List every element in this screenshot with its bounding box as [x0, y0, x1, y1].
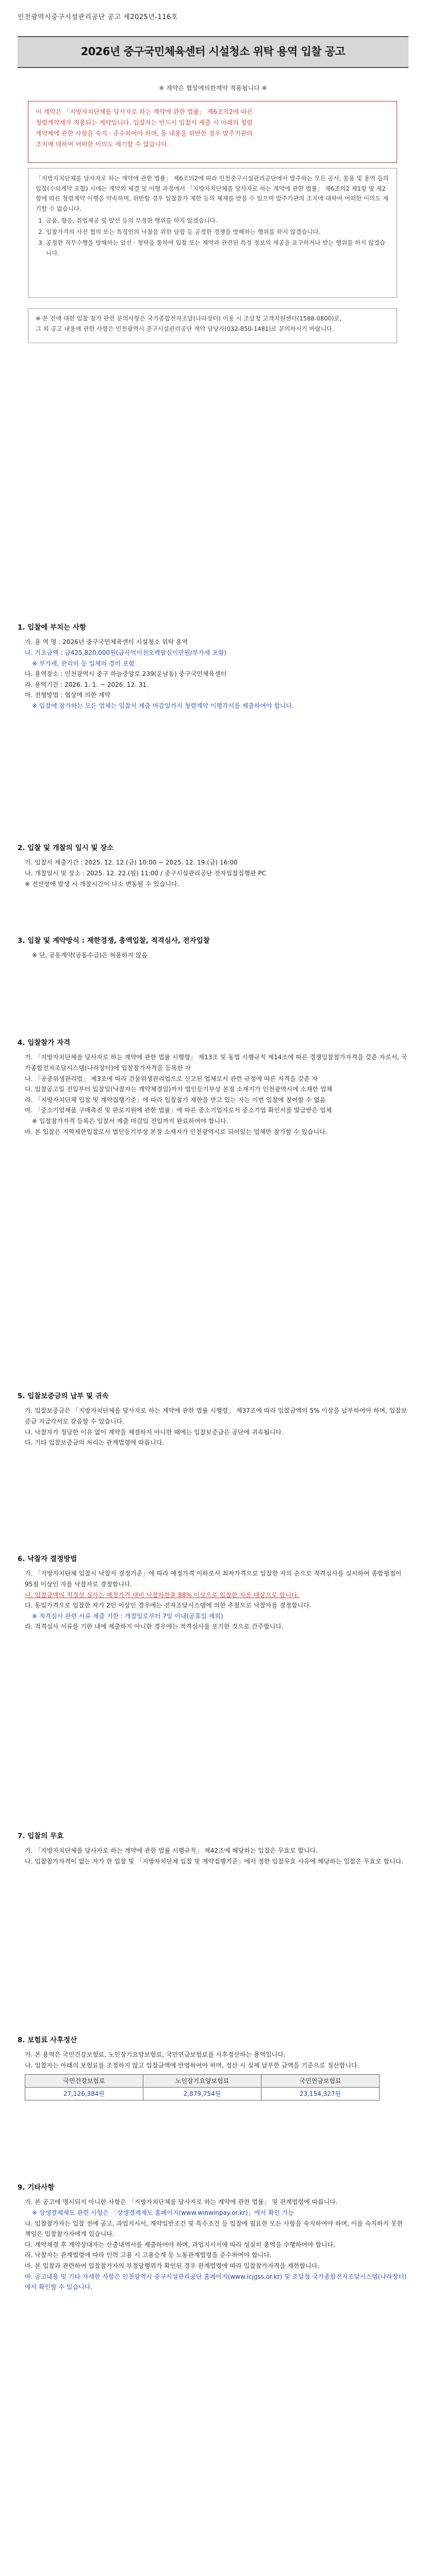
- section-line: ※ 전산장애 발생 시 개찰시간이 다소 변동될 수 있습니다.: [25, 880, 179, 888]
- premium-value: 2,879,754원: [143, 2087, 261, 2100]
- warning-line: 청렴계약제가 적용되는 계약입니다. 입찰자는 반드시 입찰서 제출 시 아래의 청렴: [36, 119, 253, 126]
- section-line: ※ 입찰에 참가하는 모든 업체는 입찰서 제출 마감일까지 청렴계약 이행각서를 제출하여야 합니다.: [32, 702, 294, 709]
- inquiry-info-box: [28, 308, 397, 343]
- section-line: ※ 상생결제제도 관련 사항은 「상생결제제도 홈페이지(www.winwinpay.or.kr)」에서 확인 가능: [32, 2209, 294, 2216]
- section-title: 8. 보험료 사후정산: [18, 2036, 77, 2044]
- section-title: 1. 입찰에 부치는 사항: [18, 623, 86, 632]
- section-line: 가. 용 역 명 : 2026년 중구국민체육센터 시설청소 위탁 용역: [25, 638, 188, 646]
- section-premium-settlement: [18, 2035, 409, 2104]
- section-line: 나. 「공중위생관리법」 제3조에 따라 건물위생관리업으로 신고된 업체로서 관련 규정에 따른 자격을 갖춘 자: [25, 1075, 318, 1082]
- contract-type-note: ※ 계약은 협상에의한계약 적용됩니다 ※: [159, 84, 267, 92]
- section-line: 다. 계약체결 후 계약상대자는 산출내역서를 제출하여야 하며, 과업지시서에 따라 성실히 용역을 수행하여야 합니다.: [25, 2241, 336, 2248]
- section-line: ※ 적격심사 관련 서류 제출 기한 : 개찰일로부터 7일 이내(공휴일 제외): [32, 1612, 223, 1620]
- section-other-matters: [18, 2182, 409, 2293]
- section-line: 나. 개찰일시 및 장소 : 2025. 12. 22.(월) 11:00 / 중구시설관리공단 전자입찰집행관 PC: [25, 869, 266, 877]
- section-line: 라. 용역기간 : 2026. 1. 1. ~ 2026. 12. 31.: [25, 681, 149, 688]
- premium-value: 27,126,384원: [25, 2087, 143, 2100]
- notice-number: 인천광역시중구시설관리공단 공고 제2025년-116호: [18, 13, 178, 21]
- section-line: 바. 본 입찰은 지역제한입찰로서 법인등기부상 본점 소재지가 인천광역시로 되어있는 업체만 참가할 수 있습니다.: [25, 1128, 327, 1136]
- section-line: 가. 「지방자치단체 입찰시 낙찰자 결정기준」에 따라 예정가격 이하로서 최저가격으로 입찰한 자의 순으로 적격심사를 실시하여 종합평점이 95점 이상인 자를 낙찰자로 결정합니다.: [25, 1570, 402, 1588]
- section-line: 나. 입찰참가자격이 없는 자가 한 입찰 및 「지방자치단체 입찰 및 계약집행기준」에서 정한 입찰무효 사유에 해당하는 입찰은 무효로 합니다.: [25, 1857, 404, 1865]
- integrity-warning-box: [28, 101, 397, 163]
- section-line: 나. 기초금액 : 금425,820,000원(금사억이천오백팔십이만원/부가세 포함): [25, 649, 227, 656]
- section-title: 7. 입찰의 무효: [18, 1832, 64, 1840]
- section-bid-items: [18, 622, 409, 711]
- section-line: 나. 입찰금액의 적정성 심사는 예정가격 대비 낙찰하한율 88% 이상으로 입찰한 자를 대상으로 합니다.: [25, 1591, 300, 1599]
- section-line: 가. 「지방자치단체를 당사자로 하는 계약에 관한 법률 시행령」 제13조 및 동법 시행규칙 제14조에 따른 경쟁입찰참가자격을 갖춘 자로서, 국가종합전자조달시스템(나라장터)에 입찰참가자격을 등록한 자: [25, 1054, 407, 1072]
- section-title: 9. 기타사항: [18, 2183, 55, 2192]
- section-line: ※ 입찰참가자격 등록은 입찰서 제출 마감일 전일까지 완료하여야 합니다.: [32, 1117, 228, 1125]
- section-line: ※ 부가세, 관리비 등 일체의 경비 포함: [32, 659, 135, 667]
- section-line: 다. 동일가격으로 입찰한 자가 2인 이상인 경우에는 전자조달시스템에 의한 추첨으로 낙찰자를 결정합니다.: [25, 1602, 312, 1609]
- section-line: 마. 전형방법 : 협상에 의한 계약: [25, 691, 111, 699]
- section-line: 다. 입찰공고일 전일부터 입찰일(낙찰자는 계약체결일)까지 법인등기부상 본점 소재지가 인천광역시에 소재한 업체: [25, 1086, 333, 1093]
- section-line: 다. 기타 입찰보증금의 처리는 관계법령에 따릅니다.: [25, 1439, 165, 1447]
- section-line: 라. 낙찰자는 관계법령에 따라 인력 고용 시 고용승계 등 노동관계법령을 준수하여야 합니다.: [25, 2251, 272, 2259]
- section-line: 나. 낙찰자가 정당한 이유 없이 계약을 체결하지 아니한 때에는 입찰보증금은 공단에 귀속됩니다.: [25, 1428, 284, 1436]
- section-contract-method: [18, 936, 409, 961]
- premium-header: 국민건강보험료: [25, 2074, 143, 2087]
- section-bid-schedule: [18, 843, 409, 889]
- section-line: 라. 「지방자치단체 입찰 및 계약집행기준」에 따라 입찰참가 제한을 받고 있는 자는 이번 입찰에 참여할 수 없음: [25, 1096, 326, 1104]
- info-line: ※ 본 건에 대한 입찰 참가 관련 문의사항은 국가종합전자조달(나라장터) 이용 시 조달청 고객지원센터(1588-0800)로,: [36, 315, 342, 322]
- section-line: 바. 공고내용 및 기타 자세한 사항은 인천광역시 중구시설관리공단 홈페이지(www.icjgss.or.kr) 및 조달청 국가종합전자조달시스템(나라장터)에서 확인할 수 있습니다.: [25, 2273, 407, 2291]
- section-title: 3. 입찰 및 계약방식 : 제한경쟁, 총액입찰, 적격심사, 전자입찰: [18, 937, 210, 945]
- warning-line: 조치에 대하여 어떠한 이의도 제기할 수 없습니다.: [36, 141, 169, 148]
- pledge-item: 2. 입찰가격의 사전 협의 또는 특정인의 낙찰을 위한 담합 등 공정한 경쟁을 방해하는 행위를 하지 않겠습니다.: [46, 227, 389, 238]
- title-banner: [18, 36, 408, 68]
- section-line: 가. 입찰서 제출기간 : 2025. 12. 12.(금) 10:00 ~ 2025. 12. 19.(금) 16:00: [25, 859, 238, 867]
- section-line: 가. 입찰보증금은 「지방자치단체를 당사자로 하는 계약에 관한 법률 시행령」 제37조에 따라 입찰금액의 5% 이상을 납부하여야 하며, 입찰보증금 지급각서로 갈음할 수 있습니다.: [25, 1407, 407, 1425]
- page-title: 2026년 중구국민체육센터 시설청소 위탁 용역 입찰 공고: [80, 45, 346, 58]
- section-line: 가. 본 공고에 명시되지 아니한 사항은 「지방자치단체를 당사자로 하는 계약에 관한 법률」 및 관계법령에 따릅니다.: [25, 2198, 338, 2206]
- warning-line: 이 계약은 「지방자치단체를 당사자로 하는 계약에 관한 법률」 제6조의2에 따른: [36, 108, 253, 115]
- premium-value: 23,154,327원: [261, 2087, 380, 2100]
- info-line: 그 외 공고 내용에 관한 사항은 인천광역시 중구시설관리공단 계약 담당자(032-850-1481)로 문의하시기 바랍니다.: [36, 325, 334, 332]
- section-award-method: [18, 1554, 409, 1632]
- section-title: 4. 입찰참가 자격: [18, 1039, 71, 1047]
- section-title: 6. 낙찰자 결정방법: [18, 1555, 77, 1563]
- premium-table: [25, 2074, 380, 2100]
- section-title: 5. 입찰보증금의 납부 및 귀속: [18, 1392, 109, 1400]
- premium-header: 노인장기요양보험료: [143, 2074, 261, 2087]
- warning-line: 계약제에 관한 사항을 숙지 · 준수하여야 하며, 동 내용을 위반한 경우 발주기관의: [36, 130, 253, 137]
- section-line: 마. 「중소기업제품 구매촉진 및 판로지원에 관한 법률」에 따른 중소기업자로서 중소기업 확인서를 발급받은 업체: [25, 1107, 332, 1114]
- pledge-list: [36, 216, 389, 258]
- section-line: ※ 단, 공동계약(공동수급)은 허용하지 않음: [32, 952, 148, 959]
- section-invalid-bids: [18, 1831, 409, 1867]
- pledge-intro: 「지방자치단체를 당사자로 하는 계약에 관한 법률」 제6조의2에 따라 인천중구시설관리공단에서 발주하는 모든 공사, 물품 및 용역 등의 입찰(수의계약 포함) 시에는 계약의 체결 및 이행 과정에서 「지방자치단체를 당사자로 하는 계약에 관한 법률」 제6조의2 제1항 및 제2항에 따른 청렴계약 이행을 약속하며, 위반할 경우 입찰참가 제한 등의 제재를 받을 수 있으며 발주기관의 조치에 대하여 어떠한 이의도 제기할 수 없습니다.: [36, 175, 389, 212]
- section-line: 다. 용역장소 : 인천광역시 중구 하늘중앙로 239(운남동) 중구국민체육센터: [25, 670, 227, 678]
- section-line: 라. 적격심사 서류를 기한 내에 제출하지 아니한 경우에는 적격심사를 포기한 것으로 간주합니다.: [25, 1623, 284, 1631]
- section-line: 가. 본 용역은 국민건강보험료, 노인장기요양보험료, 국민연금보험료를 사후정산하는 용역입니다.: [25, 2051, 286, 2059]
- integrity-pledge-box: [28, 168, 397, 298]
- pledge-item: 3. 공정한 직무수행을 방해하는 알선 · 청탁을 통하여 입찰 또는 계약과 관련된 특정 정보의 제공을 요구하거나 받는 행위를 하지 않겠습니다.: [46, 238, 389, 258]
- section-title: 2. 입찰 및 개찰의 일시 및 장소: [18, 844, 114, 852]
- section-line: 나. 입찰자는 아래의 보험료를 조정하지 않고 입찰금액에 반영하여야 하며, 정산 시 실제 납부한 금액을 기준으로 정산합니다.: [25, 2061, 359, 2069]
- section-line: 가. 「지방자치단체를 당사자로 하는 계약에 관한 법률 시행규칙」 제42조에 해당하는 입찰은 무효로 합니다.: [25, 1847, 318, 1855]
- section-line: 나. 입찰참가자는 입찰 전에 공고, 과업지시서, 계약일반조건 및 특수조건 등 입찰에 필요한 모든 사항을 숙지하여야 하며, 이를 숙지하지 못한 책임은 입찰참가자에게 있습니다.: [25, 2219, 403, 2238]
- pledge-item: 1. 금품, 향응, 취업제공 및 알선 등의 부정한 행위를 하지 않겠습니다.: [46, 216, 389, 226]
- section-line: 마. 본 입찰과 관련하여 입찰참가자의 부정당행위가 확인된 경우 관계법령에 따라 입찰참가자격을 제한합니다.: [25, 2262, 320, 2269]
- section-eligibility: [18, 1038, 409, 1137]
- premium-header: 국민연금보험료: [261, 2074, 380, 2087]
- premium-value-row: [25, 2087, 380, 2100]
- premium-header-row: [25, 2074, 380, 2087]
- section-bid-bond: [18, 1391, 409, 1448]
